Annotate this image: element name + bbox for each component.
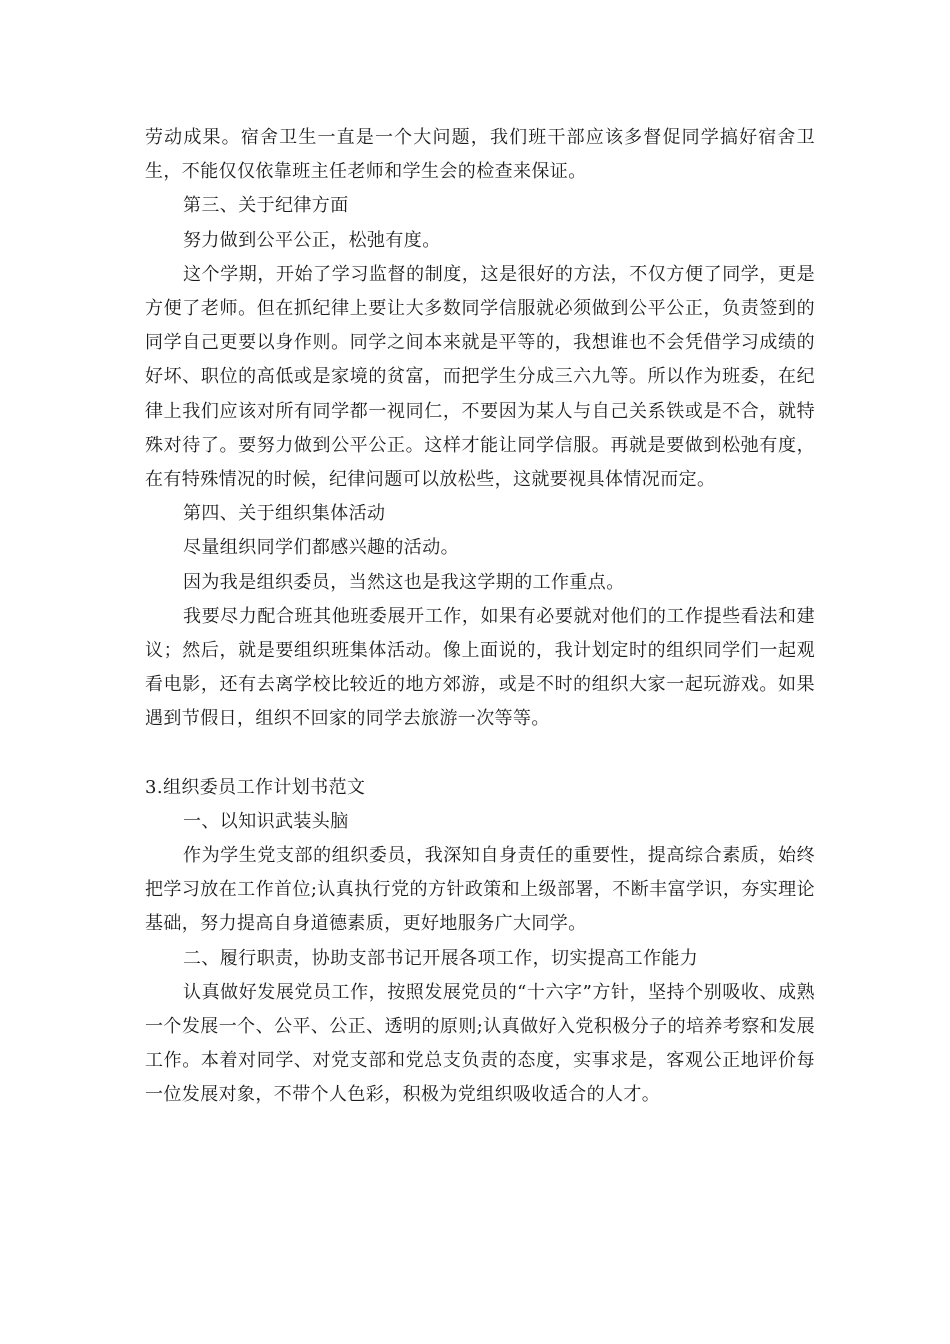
paragraph-party-development: 认真做好发展党员工作，按照发展党员的“十六字”方针，坚持个别吸收、成熟一个发展一个、公平、公正、透明的原则;认真做好入党积极分子的培养考察和发展工作。本着对同学、对党支部和党总支负责的态度，实事求是，客观公正地评价每一位发展对象，不带个人色彩，积极为党组织吸收适合的人才。	[145, 981, 815, 1106]
heading-collective-activities: 第四、关于组织集体活动	[183, 503, 386, 525]
paragraph-knowledge: 作为学生党支部的组织委员，我深知自身责任的重要性，提高综合素质，始终把学习放在工作首位;认真执行党的方针政策和上级部署，不断丰富学识，夯实理论基础，努力提高自身道德素质，更好地服务广大同学。	[145, 845, 815, 935]
paragraph-work-focus: 因为我是组织委员，当然这也是我这学期的工作重点。	[183, 571, 625, 593]
paragraph-activities-plan: 我要尽力配合班其他班委展开工作，如果有必要就对他们的工作提些看法和建议；然后，就是要组织班集体活动。像上面说的，我计划定时的组织同学们一起观看电影，还有去离学校比较近的地方郊游，或是不时的组织大家一起玩游戏。如果遇到节假日，组织不回家的同学去旅游一次等等。	[145, 605, 815, 730]
document-body	[145, 121, 815, 1113]
subheading-discipline-goal: 努力做到公平公正，松弛有度。	[183, 229, 441, 251]
heading-discipline: 第三、关于纪律方面	[183, 195, 349, 217]
subheading-activities-goal: 尽量组织同学们都感兴趣的活动。	[183, 537, 459, 559]
heading-duties: 二、履行职责，协助支部书记开展各项工作，切实提高工作能力	[183, 947, 699, 969]
paragraph-discipline: 这个学期，开始了学习监督的制度，这是很好的方法，不仅方便了同学，更是方便了老师。但在抓纪律上要让大多数同学信服就必须做到公平公正，负责签到的同学自己更要以身作则。同学之间本来就是平等的，我想谁也不会凭借学习成绩的好坏、职位的高低或是家境的贫富，而把学生分成三六九等。所以作为班委，在纪律上我们应该对所有同学都一视同仁，不要因为某人与自己关系铁或是不合，就特殊对待了。要努力做到公平公正。这样才能让同学信服。再就是要做到松弛有度，在有特殊情况的时候，纪律问题可以放松些，这就要视具体情况而定。	[145, 263, 815, 491]
heading-knowledge: 一、以知识武装头脑	[183, 810, 349, 832]
paragraph-dormitory-hygiene: 劳动成果。宿舍卫生一直是一个大问题，我们班干部应该多督促同学搞好宿舍卫生，不能仅仅依靠班主任老师和学生会的检查来保证。	[145, 127, 815, 183]
section-title-plan-3: 3.组织委员工作计划书范文	[145, 776, 366, 798]
